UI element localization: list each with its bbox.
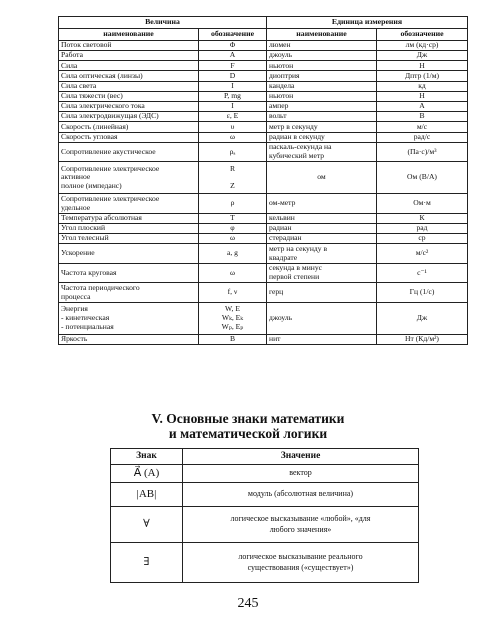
header-quantity: Величина [59,17,267,29]
unit-symbol: лм (кд·ср) [377,40,468,50]
sign-meaning: логическое высказывание «любой», «для любого значения» [183,507,419,543]
unit-symbol: А [377,102,468,112]
table-row [59,234,468,244]
unit-symbol: Дж [377,51,468,61]
unit-name: вольт [267,112,377,122]
quantity-name: Сила света [59,81,199,91]
table-row [59,91,468,101]
unit-name: кельвин [267,213,377,223]
quantity-symbol: ω [199,234,267,244]
subheader-symbol: обозначение [199,28,267,40]
unit-name: секунда в минус первой степени [267,263,377,283]
table-row [59,102,468,112]
unit-symbol: В [377,112,468,122]
unit-name: ампер [267,102,377,112]
unit-name: паскаль-секунда на кубический метр [267,142,377,162]
unit-symbol: ср [377,234,468,244]
header-unit: Единица измерения [267,17,468,29]
unit-name: ньютон [267,91,377,101]
unit-name: герц [267,283,377,303]
quantity-symbol: I [199,81,267,91]
page-number: 245 [237,596,259,611]
table-row [111,483,419,507]
unit-name: джоуль [267,302,377,334]
quantity-name: Сопротивление акустическое [59,142,199,162]
table-row [59,142,468,162]
quantity-name: Температура абсолютная [59,213,199,223]
sign-symbol: |AB| [111,483,183,507]
table-row [59,71,468,81]
quantity-symbol: ρ [199,194,267,214]
section-title: V. Основные знаки математики и математической логики [151,411,345,441]
table-row [59,132,468,142]
unit-name: ом-метр [267,194,377,214]
sign-symbol: ∀ [111,507,183,543]
unit-symbol: кд [377,81,468,91]
unit-name: радиан в секунду [267,132,377,142]
unit-symbol: Ом·м [377,194,468,214]
quantity-symbol: ω [199,263,267,283]
subheader-name: наименование [59,28,199,40]
unit-name: метр в секунду [267,122,377,132]
table-row [111,465,419,483]
quantity-symbol: A [199,51,267,61]
sign-meaning: логическое высказывание реального существования («существует») [183,543,419,583]
quantity-name: Скорость угловая [59,132,199,142]
sign-meaning: вектор [183,465,419,483]
quantity-name: Сила [59,61,199,71]
unit-name: ньютон [267,61,377,71]
unit-symbol: Ом (В/А) [377,162,468,194]
quantity-name: Частота круговая [59,263,199,283]
quantity-symbol: Φ [199,40,267,50]
table-row [59,223,468,233]
quantity-symbol: T [199,213,267,223]
unit-symbol: Нт (Кд/м²) [377,334,468,344]
unit-name: джоуль [267,51,377,61]
quantity-name: Яркость [59,334,199,344]
quantity-name: Сила электродвижущая (ЭДС) [59,112,199,122]
quantity-name: Сила оптическая (линзы) [59,71,199,81]
table-row [59,194,468,214]
unit-symbol: с⁻¹ [377,263,468,283]
quantity-name: Сопротивление электрическое удельное [59,194,199,214]
unit-name: нит [267,334,377,344]
unit-symbol: (Па·с)/м³ [377,142,468,162]
quantity-name: Угол плоский [59,223,199,233]
signs-table [110,448,419,583]
quantity-name: Ускорение [59,244,199,264]
table-row [59,283,468,303]
quantity-name: Сила тяжести (вес) [59,91,199,101]
quantity-name: Сопротивление электрическое активное полное (импеданс) [59,162,199,194]
quantity-name: Скорость (линейная) [59,122,199,132]
unit-symbol: Н [377,91,468,101]
quantity-symbol: F [199,61,267,71]
unit-symbol: м/с [377,122,468,132]
subheader-unit-symbol: обозначение [377,28,468,40]
unit-symbol: Гц (1/с) [377,283,468,303]
table-row [59,213,468,223]
units-table [58,16,468,345]
table-row [59,51,468,61]
header-meaning: Значение [183,449,419,465]
quantity-name: Частота периодического процесса [59,283,199,303]
header-sign: Знак [111,449,183,465]
sign-meaning: модуль (абсолютная величина) [183,483,419,507]
quantity-symbol: B [199,334,267,344]
table-row [59,122,468,132]
table-row [59,81,468,91]
table-row [59,244,468,264]
table-row [59,302,468,334]
quantity-symbol: ω [199,132,267,142]
table-row [59,334,468,344]
unit-symbol: м/с² [377,244,468,264]
sign-symbol: ∃ [111,543,183,583]
unit-symbol: Н [377,61,468,71]
table-row [59,61,468,71]
quantity-name: Сила электрического тока [59,102,199,112]
sign-symbol: A⃗ (A) [111,465,183,483]
quantity-name: Угол телесный [59,234,199,244]
unit-name: диоптрия [267,71,377,81]
table-row [111,507,419,543]
quantity-symbol: R Z [199,162,267,194]
unit-name: радиан [267,223,377,233]
quantity-symbol: I [199,102,267,112]
quantity-symbol: ε, E [199,112,267,122]
unit-name: люмен [267,40,377,50]
quantity-symbol: W, E Wₖ, Eₖ Wₚ, Eₚ [199,302,267,334]
unit-symbol: Дж [377,302,468,334]
quantity-symbol: a, g [199,244,267,264]
unit-name: стерадиан [267,234,377,244]
quantity-symbol: D [199,71,267,81]
quantity-symbol: f, ν [199,283,267,303]
table-row [59,263,468,283]
quantity-symbol: φ [199,223,267,233]
unit-symbol: К [377,213,468,223]
quantity-name: Работа [59,51,199,61]
unit-symbol: Дптр (1/м) [377,71,468,81]
quantity-symbol: υ [199,122,267,132]
table-row [59,162,468,194]
unit-name: метр на секунду в квадрате [267,244,377,264]
quantity-name: Поток световой [59,40,199,50]
table-row [59,112,468,122]
table-row [59,40,468,50]
unit-symbol: рад [377,223,468,233]
unit-name: кандела [267,81,377,91]
table-row [111,543,419,583]
quantity-name: Энергия - кинетическая - потенциальная [59,302,199,334]
unit-name: ом [267,162,377,194]
quantity-symbol: ρₐ [199,142,267,162]
unit-symbol: рад/с [377,132,468,142]
subheader-unit-name: наименование [267,28,377,40]
quantity-symbol: P, mg [199,91,267,101]
